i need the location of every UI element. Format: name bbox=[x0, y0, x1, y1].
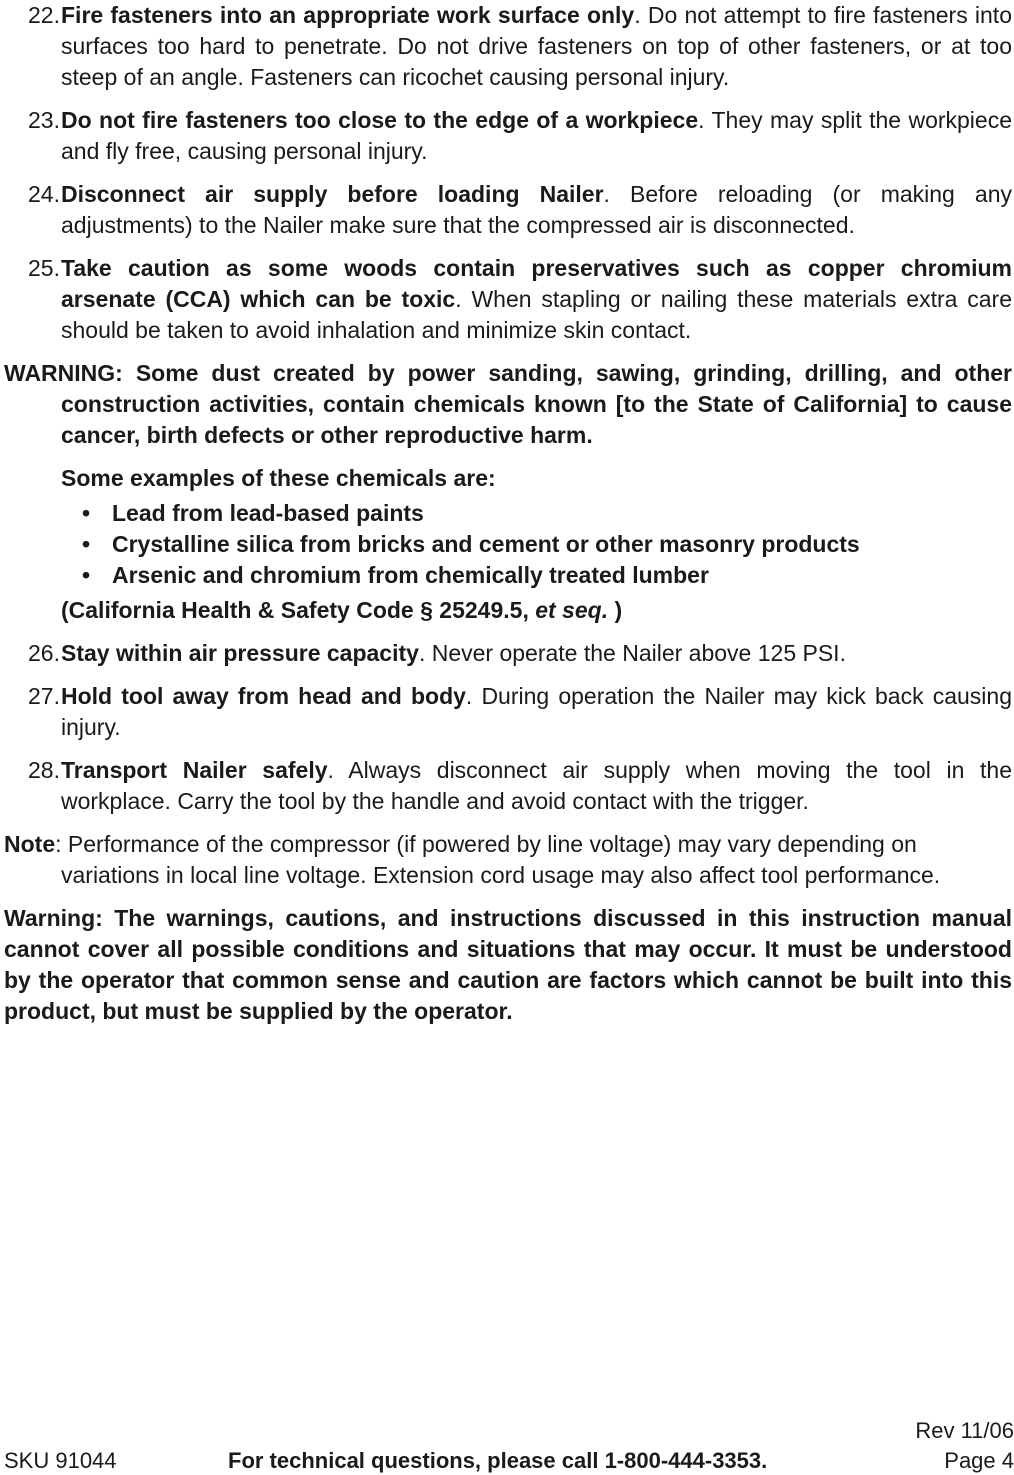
item-text: . When stapling or nailing these materials extra care should be taken to avoid inhalation and minimize skin contact. bbox=[61, 286, 1012, 343]
chemical-examples-list bbox=[4, 498, 1012, 591]
item-text: . They may split the workpiece and fly free, causing personal injury. bbox=[61, 107, 1012, 164]
list-item bbox=[61, 498, 1012, 529]
item-text: . Do not attempt to fire fasteners into surfaces too hard to penetrate. Do not drive fasteners on top of other fasteners, or at too steep of an angle. Fasteners can ricochet causing personal injury. bbox=[61, 2, 1012, 90]
page-number: Page 4 bbox=[944, 1448, 1014, 1473]
item-text: . During operation the Nailer may kick back causing injury. bbox=[61, 683, 1012, 740]
example-text: Arsenic and chromium from chemically treated lumber bbox=[112, 562, 709, 588]
item-heading: Stay within air pressure capacity bbox=[61, 640, 419, 666]
note-text: : Performance of the compressor (if powered by line voltage) may vary depending on variations in local line voltage. Extension cord usage may also affect tool performance. bbox=[55, 831, 941, 888]
example-text: Crystalline silica from bricks and cement or other masonry products bbox=[112, 531, 860, 557]
item-number: 27. bbox=[28, 683, 60, 709]
list-item bbox=[61, 560, 1012, 591]
final-warning: Warning: The warnings, cautions, and instructions discussed in this instruction manual cannot cover all possible conditions and situations that may occur. It must be understood by the operator that common sense and caution are factors which cannot be built into this product, but must be supplied by the operator. bbox=[4, 905, 1012, 1024]
examples-intro: Some examples of these chemicals are: bbox=[61, 465, 496, 491]
item-number: 26. bbox=[28, 640, 60, 666]
item-number: 24. bbox=[28, 181, 60, 207]
note-label: Note bbox=[4, 831, 56, 857]
warning-label: WARNING: bbox=[4, 360, 123, 386]
page-content bbox=[4, 0, 1012, 1027]
item-text: . Always disconnect air supply when moving the tool in the workplace. Carry the tool by the handle and avoid contact with the trigger. bbox=[61, 757, 1013, 814]
note-paragraph bbox=[4, 829, 1012, 891]
list-item bbox=[4, 638, 1012, 669]
code-italic: et seq. bbox=[535, 597, 609, 623]
item-text: . Before reloading (or making any adjustments) to the Nailer make sure that the compressed air is disconnected. bbox=[61, 181, 1012, 238]
code-suffix: ) bbox=[608, 597, 623, 623]
sku-label: SKU 91044 bbox=[4, 1448, 117, 1473]
list-item bbox=[4, 179, 1012, 241]
list-item bbox=[4, 681, 1012, 743]
code-prefix: (California Health & Safety Code § 25249.5, bbox=[61, 597, 536, 623]
list-item bbox=[4, 105, 1012, 167]
list-item bbox=[4, 755, 1012, 817]
item-number: 25. bbox=[28, 255, 60, 281]
code-citation bbox=[4, 595, 1012, 626]
item-text: . Never operate the Nailer above 125 PSI. bbox=[418, 640, 846, 666]
list-item bbox=[61, 529, 1012, 560]
warning-text: Some dust created by power sanding, sawing, grinding, drilling, and other construction activities, contain chemicals known [to the State of California] to cause cancer, birth defects or other reproductive harm. bbox=[61, 360, 1012, 448]
item-heading: Fire fasteners into an appropriate work surface only bbox=[61, 2, 635, 28]
bullet-icon: • bbox=[82, 562, 91, 588]
item-number: 22. bbox=[28, 2, 60, 28]
revision-label: Rev 11/06 bbox=[915, 1418, 1014, 1443]
item-heading: Do not fire fasteners too close to the edge of a workpiece bbox=[61, 107, 699, 133]
item-heading: Disconnect air supply before loading Nailer bbox=[61, 181, 604, 207]
page-footer bbox=[0, 1418, 1014, 1475]
example-text: Lead from lead-based paints bbox=[112, 500, 424, 526]
item-heading: Take caution as some woods contain preservatives such as copper chromium arsenate (CCA) which can be toxic bbox=[61, 255, 1012, 312]
list-item bbox=[4, 253, 1012, 346]
bullet-icon: • bbox=[82, 500, 91, 526]
bullet-icon: • bbox=[82, 531, 91, 557]
item-heading: Transport Nailer safely bbox=[61, 757, 328, 783]
tech-support-line: For technical questions, please call 1-800-444-3353. bbox=[228, 1448, 768, 1473]
item-number: 23. bbox=[28, 107, 60, 133]
list-item bbox=[4, 0, 1012, 93]
item-number: 28. bbox=[28, 757, 60, 783]
item-heading: Hold tool away from head and body bbox=[61, 683, 466, 709]
california-warning bbox=[4, 358, 1012, 451]
